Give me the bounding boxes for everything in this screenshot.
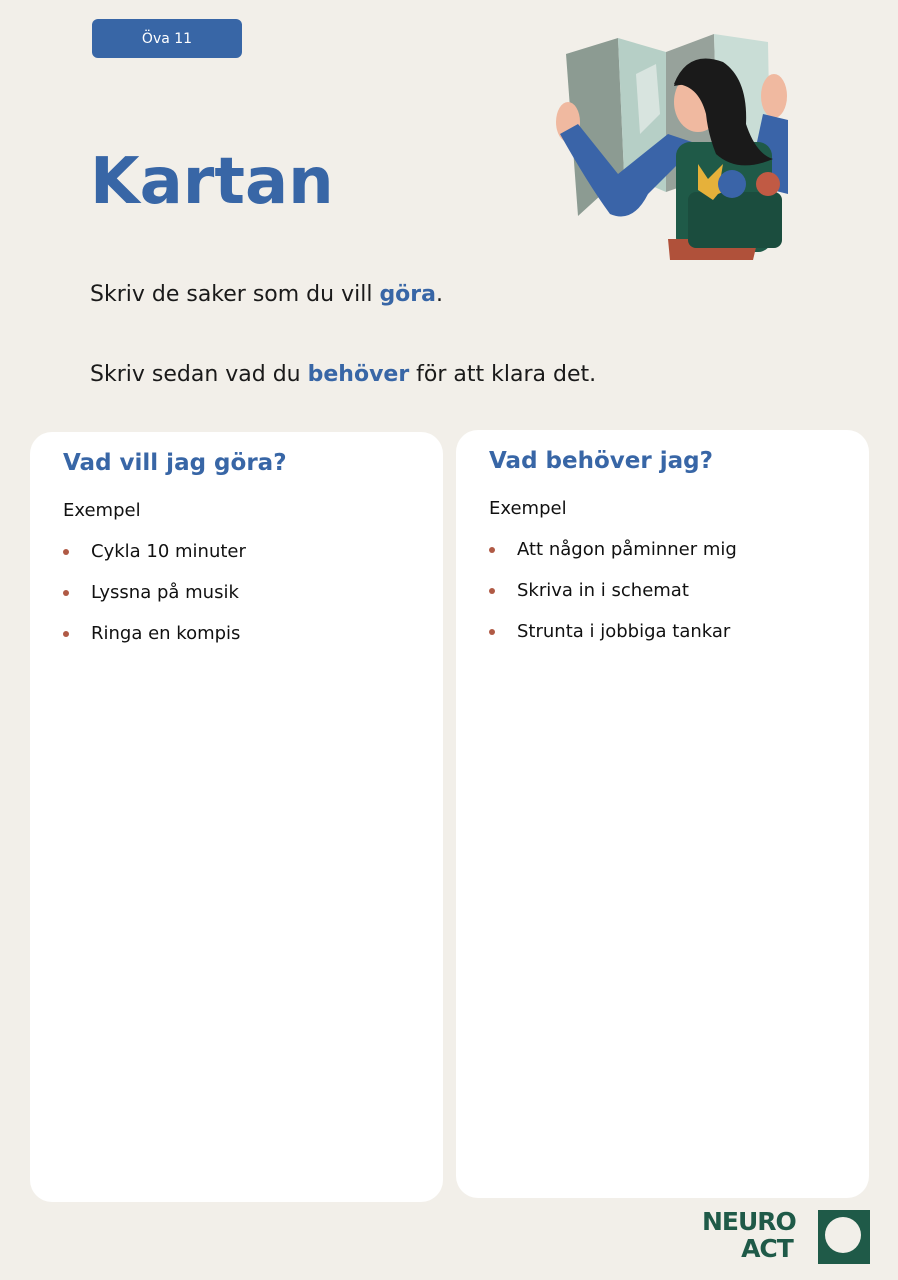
page-title: Kartan xyxy=(90,145,334,219)
list-item: Strunta i jobbiga tankar xyxy=(486,619,737,660)
card-what-to-do xyxy=(30,432,443,1202)
neuroact-logo xyxy=(702,1208,872,1266)
list-item: Ringa en kompis xyxy=(60,621,246,662)
list-item: Cykla 10 minuter xyxy=(60,539,246,580)
woman-reading-map-illustration xyxy=(548,24,798,264)
card-what-i-need xyxy=(456,430,869,1198)
bullet-icon xyxy=(63,631,69,637)
logo-circle-icon xyxy=(818,1210,870,1264)
card-heading: Vad vill jag göra? xyxy=(63,450,287,476)
card-heading: Vad behöver jag? xyxy=(489,448,713,474)
bullet-icon xyxy=(63,549,69,555)
bullet-icon xyxy=(489,588,495,594)
instruction-line-2: Skriv sedan vad du behöver för att klara det. xyxy=(90,362,597,387)
card-subheading: Exempel xyxy=(63,500,141,521)
list-item: Lyssna på musik xyxy=(60,580,246,621)
list-item: Att någon påminner mig xyxy=(486,537,737,578)
bullet-icon xyxy=(489,547,495,553)
card-subheading: Exempel xyxy=(489,498,567,519)
list-item: Skriva in i schemat xyxy=(486,578,737,619)
logo-wordmark: NEURO ACT xyxy=(702,1207,796,1263)
example-list xyxy=(60,539,246,662)
example-list xyxy=(486,537,737,660)
instruction-line-1: Skriv de saker som du vill göra. xyxy=(90,282,443,307)
bullet-icon xyxy=(63,590,69,596)
bullet-icon xyxy=(489,629,495,635)
exercise-badge: Öva 11 xyxy=(92,19,242,58)
